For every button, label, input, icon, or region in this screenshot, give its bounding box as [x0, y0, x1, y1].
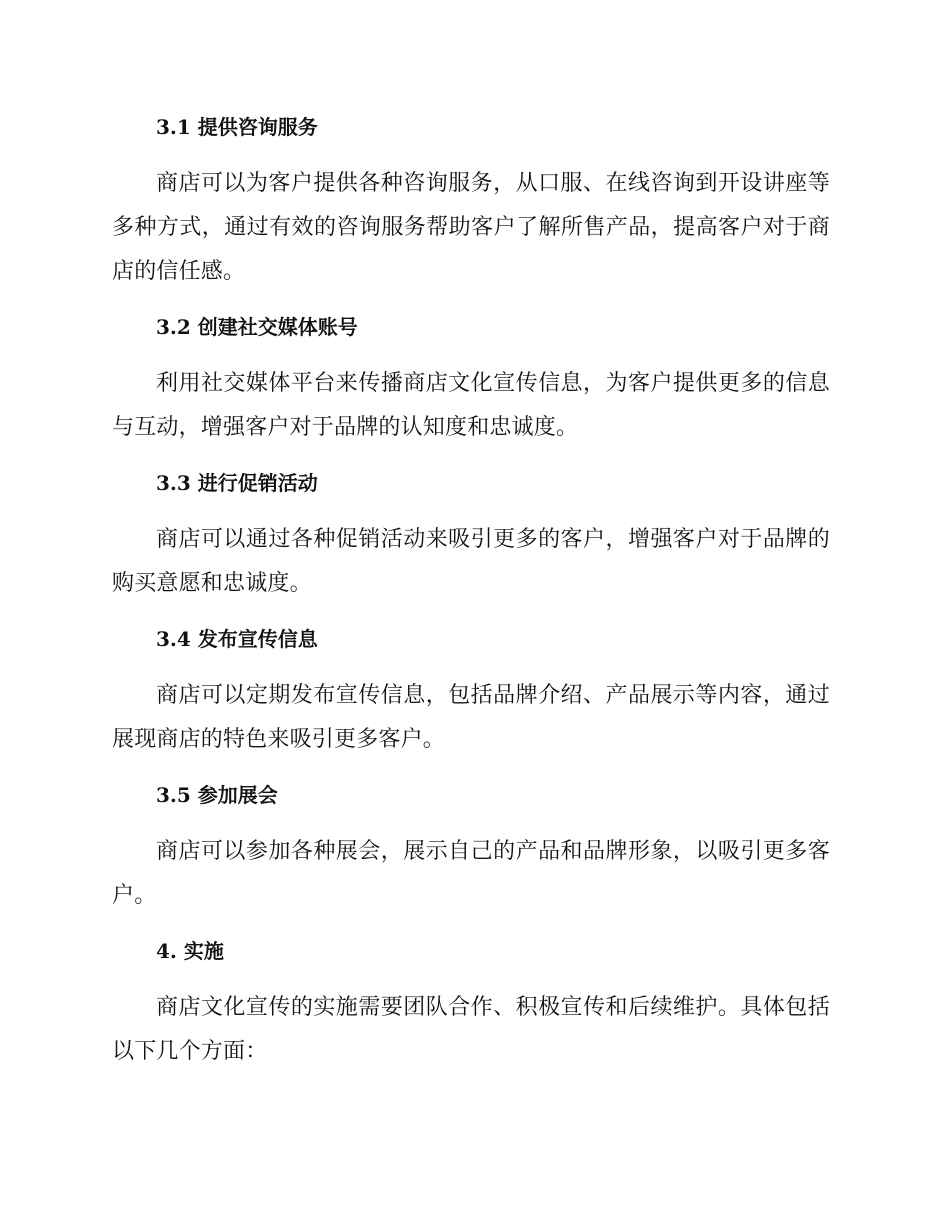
- section-3-4: [112, 620, 830, 776]
- section-heading: 3.2 创建社交媒体账号: [156, 315, 358, 339]
- section-3-1: [112, 108, 830, 308]
- section-heading: 4. 实施: [156, 939, 224, 963]
- section-heading: 3.4 发布宣传信息: [156, 627, 318, 651]
- section-3-2: [112, 308, 830, 464]
- section-paragraph: 利用社交媒体平台来传播商店文化宣传信息，为客户提供更多的信息与互动，增强客户对于品牌的认知度和忠诚度。: [112, 371, 830, 440]
- section-paragraph: 商店可以定期发布宣传信息，包括品牌介绍、产品展示等内容，通过展现商店的特色来吸引更多客户。: [112, 683, 830, 752]
- section-paragraph: 商店可以参加各种展会，展示自己的产品和品牌形象，以吸引更多客户。: [112, 839, 830, 908]
- section-heading: 3.1 提供咨询服务: [156, 115, 318, 139]
- document-page: [112, 108, 830, 1074]
- section-4: [112, 932, 830, 1074]
- section-3-3: [112, 464, 830, 620]
- section-paragraph: 商店可以通过各种促销活动来吸引更多的客户，增强客户对于品牌的购买意愿和忠诚度。: [112, 527, 830, 596]
- section-heading: 3.3 进行促销活动: [156, 471, 318, 495]
- section-paragraph: 商店可以为客户提供各种咨询服务，从口服、在线咨询到开设讲座等多种方式，通过有效的咨询服务帮助客户了解所售产品，提高客户对于商店的信任感。: [112, 171, 830, 284]
- section-paragraph: 商店文化宣传的实施需要团队合作、积极宣传和后续维护。具体包括以下几个方面：: [112, 995, 830, 1064]
- section-heading: 3.5 参加展会: [156, 783, 278, 807]
- section-3-5: [112, 776, 830, 932]
